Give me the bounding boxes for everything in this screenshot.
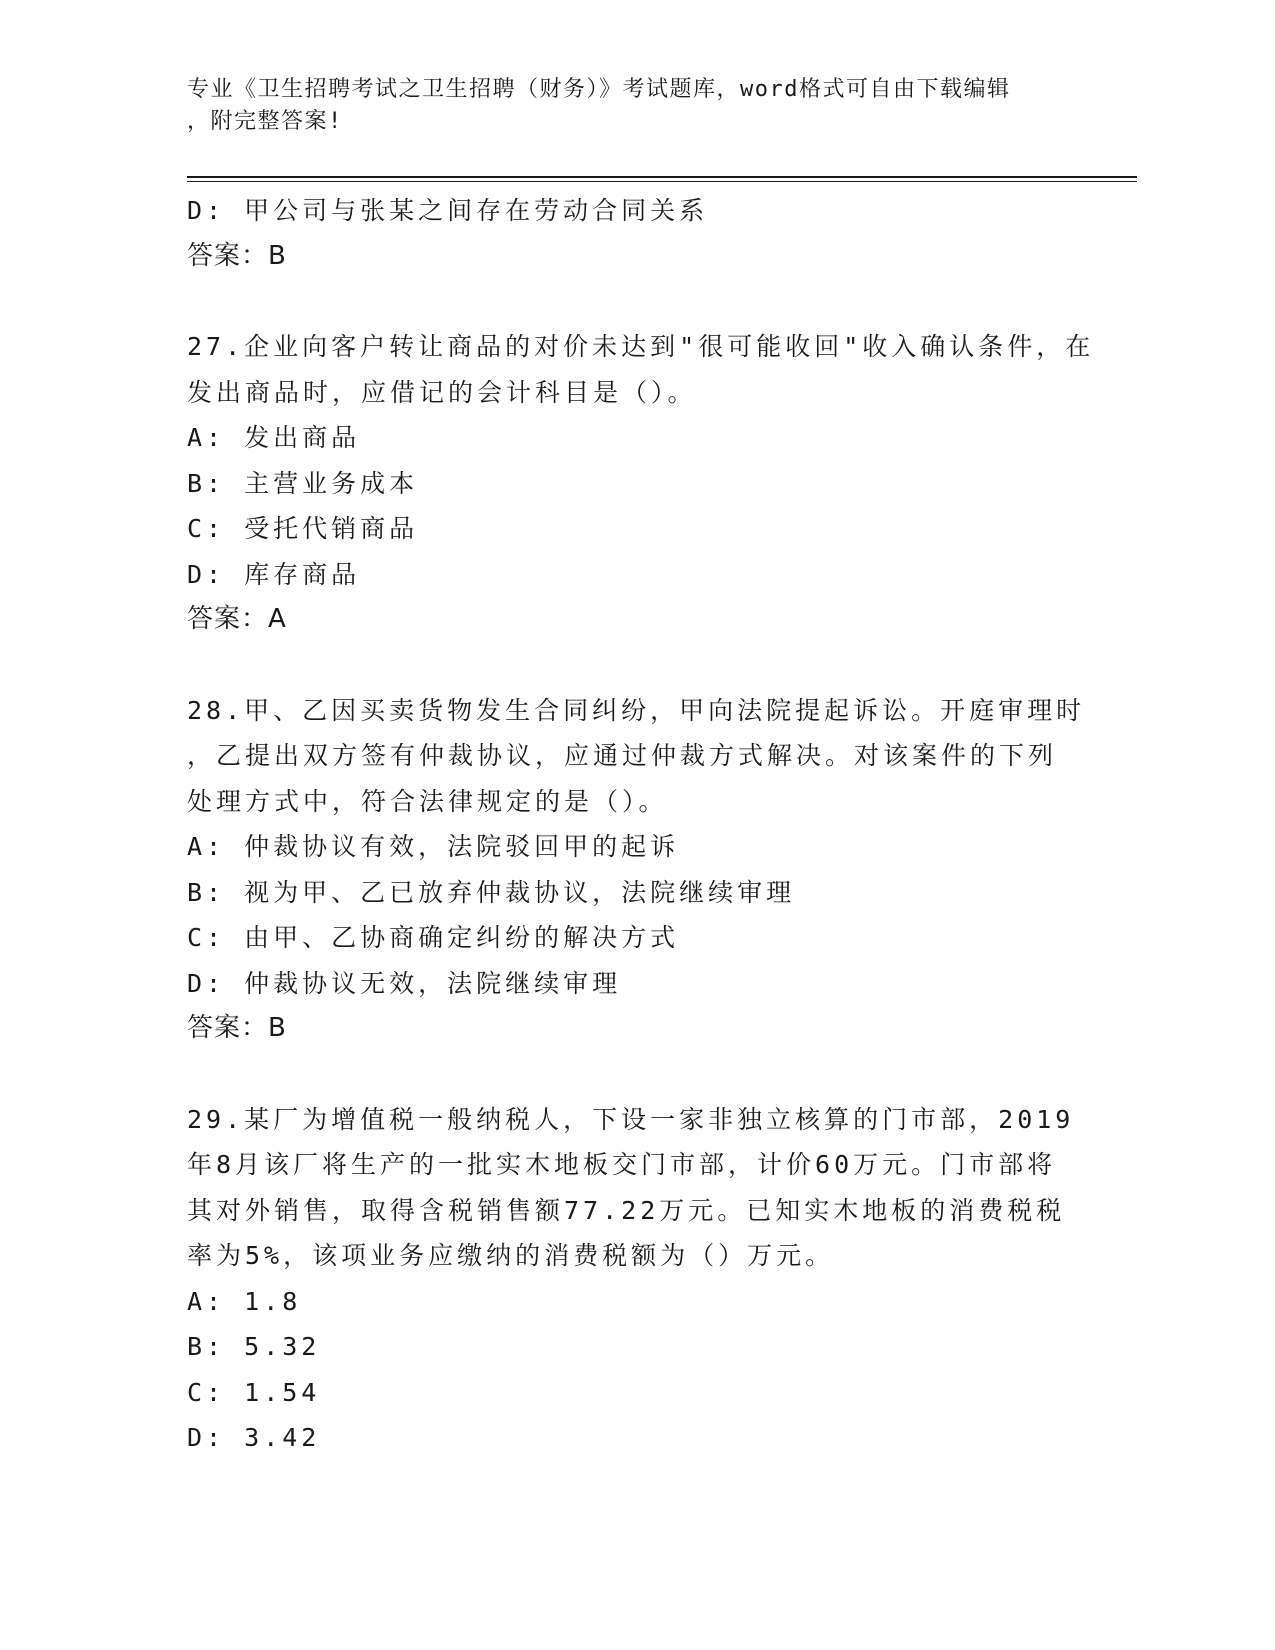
- answer-line: 答案：A: [187, 604, 287, 634]
- question-stem: 处理方式中，符合法律规定的是（）。: [187, 786, 668, 816]
- option-d: D: 3.42: [187, 1423, 321, 1452]
- question-28: [187, 688, 1087, 1052]
- option-c: C: 由甲、乙协商确定纠纷的解决方式: [187, 923, 680, 952]
- option-a: A: 仲裁协议有效，法院驳回甲的起诉: [187, 832, 680, 861]
- option-d: D: 甲公司与张某之间存在劳动合同关系: [187, 196, 709, 225]
- question-list: [187, 188, 1095, 1461]
- question-27: [187, 324, 1095, 643]
- option-a: A: 发出商品: [187, 423, 361, 452]
- question-stem: 29.某厂为增值税一般纳税人，下设一家非独立核算的门市部，2019: [187, 1104, 1075, 1134]
- option-b: B: 5.32: [187, 1332, 321, 1361]
- question-stem: 发出商品时，应借记的会计科目是（）。: [187, 377, 697, 407]
- question-stem: 28.甲、乙因买卖货物发生合同纠纷，甲向法院提起诉讼。开庭审理时: [187, 695, 1086, 725]
- option-c: C: 受托代销商品: [187, 514, 419, 543]
- header-divider-thin: [187, 181, 1137, 182]
- header-title-line: 专业《卫生招聘考试之卫生招聘（财务）》考试题库，word格式可自由下载编辑: [187, 77, 1011, 102]
- question-29: [187, 1097, 1087, 1461]
- option-b: B: 主营业务成本: [187, 468, 419, 498]
- header-divider-thick: [187, 176, 1137, 178]
- question-stem: 年8月该厂将生产的一批实木地板交门市部，计价60万元。门市部将: [187, 1150, 1057, 1179]
- header-title-line-continued: ，附完整答案!: [187, 109, 343, 134]
- option-c: C: 1.54: [187, 1377, 321, 1407]
- question-gap: [187, 1052, 1087, 1097]
- question-stem: 其对外销售，取得含税销售额77.22万元。已知实木地板的消费税税: [187, 1195, 1066, 1225]
- question-stem: ，乙提出双方签有仲裁协议，应通过仲裁方式解决。对该案件的下列: [187, 741, 1058, 770]
- question-26-tail: [187, 188, 1087, 279]
- question-stem: 27.企业向客户转让商品的对价未达到"很可能收回"收入确认条件，在: [187, 332, 1095, 361]
- question-stem: 率为5%，该项业务应缴纳的消费税额为（）万元。: [187, 1241, 835, 1270]
- option-d: D: 库存商品: [187, 559, 361, 589]
- document-header: [187, 74, 1067, 138]
- option-a: A: 1.8: [187, 1286, 302, 1316]
- question-gap: [187, 643, 1087, 688]
- option-d: D: 仲裁协议无效，法院继续审理: [187, 968, 622, 998]
- question-gap: [187, 279, 1087, 324]
- option-b: B: 视为甲、乙已放弃仲裁协议，法院继续审理: [187, 877, 796, 907]
- answer-line: 答案：B: [187, 240, 287, 271]
- answer-line: 答案：B: [187, 1013, 287, 1043]
